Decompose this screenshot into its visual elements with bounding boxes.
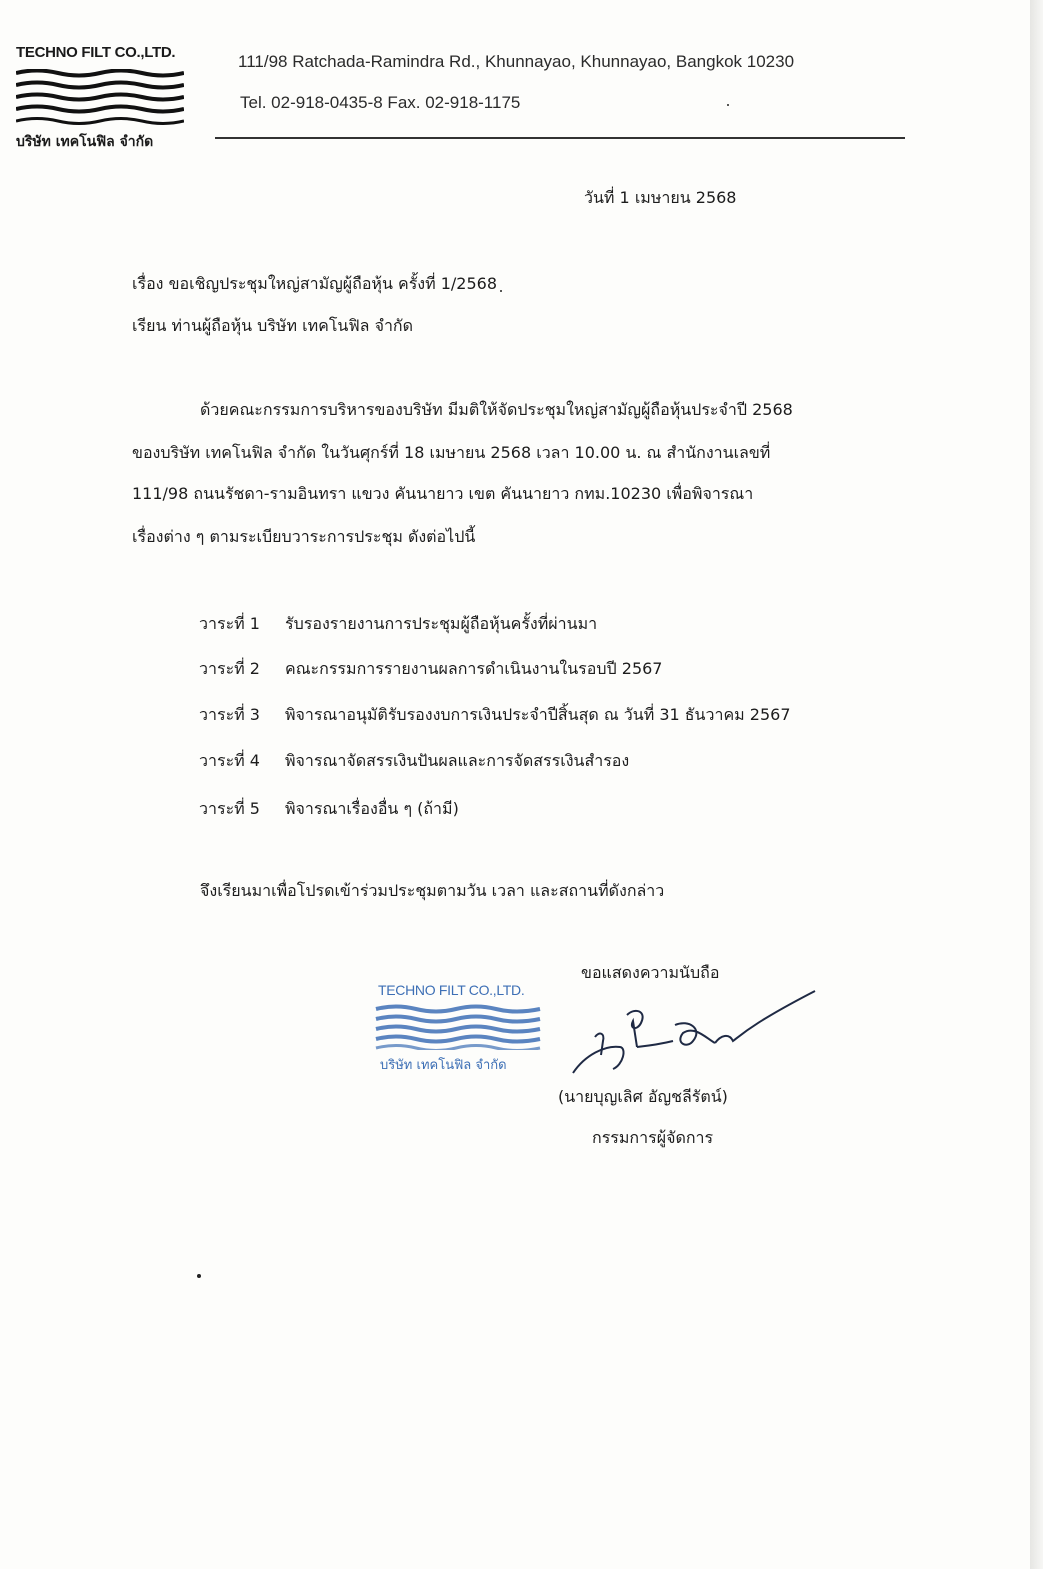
regards-line: ขอแสดงความนับถือ: [581, 963, 720, 982]
stamp-company-en: TECHNO FILT CO.,LTD.: [378, 982, 525, 998]
agenda-text: พิจารณาเรื่องอื่น ๆ (ถ้ามี): [285, 799, 459, 818]
agenda-item-3: [199, 703, 791, 728]
agenda-number: วาระที่ 2: [199, 659, 260, 678]
body-line-1: ด้วยคณะกรรมการบริหารของบริษัท มีมติให้จัดประชุมใหญ่สามัญผู้ถือหุ้นประจำปี 2568: [200, 400, 793, 419]
agenda-item-2: [199, 657, 662, 682]
page-edge: [1030, 0, 1043, 1569]
agenda-text: พิจารณาอนุมัติรับรองงบการเงินประจำปีสิ้นสุด ณ วันที่ 31 ธันวาคม 2567: [285, 705, 791, 724]
body-line-4: เรื่องต่าง ๆ ตามระเบียบวาระการประชุม ดังต่อไปนี้: [132, 527, 476, 546]
letter-subject: เรื่อง ขอเชิญประชุมใหญ่สามัญผู้ถือหุ้น ครั้งที่ 1/2568: [132, 274, 498, 293]
signer-name: (นายบุญเลิศ อัญชลีรัตน์): [558, 1087, 728, 1106]
agenda-text: พิจารณาจัดสรรเงินปันผลและการจัดสรรเงินสำรอง: [285, 751, 630, 770]
scan-speck: [500, 290, 502, 292]
body-line-2: ของบริษัท เทคโนฟิล จำกัด ในวันศุกร์ที่ 18 เมษายน 2568 เวลา 10.00 น. ณ สำนักงานเลขที่: [132, 443, 771, 462]
agenda-text: รับรองรายงานการประชุมผู้ถือหุ้นครั้งที่ผ่านมา: [285, 614, 598, 633]
header-divider: [215, 137, 905, 139]
company-logo: [16, 44, 191, 153]
waves-icon: [16, 69, 184, 125]
handwritten-signature: [565, 985, 825, 1085]
agenda-number: วาระที่ 5: [199, 799, 260, 818]
company-address: 111/98 Ratchada-Ramindra Rd., Khunnayao, Khunnayao, Bangkok 10230: [238, 52, 795, 71]
letter-date: วันที่ 1 เมษายน 2568: [584, 188, 737, 207]
body-line-3: 111/98 ถนนรัชดา-รามอินทรา แขวง คันนายาว เขต คันนายาว กทม.10230 เพื่อพิจารณา: [132, 484, 754, 503]
logo-company-en: TECHNO FILT CO.,LTD.: [16, 44, 176, 61]
stamp-waves-icon: [374, 1004, 542, 1050]
agenda-text: คณะกรรมการรายงานผลการดำเนินงานในรอบปี 2567: [285, 659, 663, 678]
company-phone-fax: Tel. 02-918-0435-8 Fax. 02-918-1175: [240, 93, 521, 112]
agenda-item-1: [199, 612, 597, 637]
stamp-company-th: บริษัท เทคโนฟิล จำกัด: [380, 1058, 507, 1073]
closing-line: จึงเรียนมาเพื่อโปรดเข้าร่วมประชุมตามวัน เวลา และสถานที่ดังกล่าว: [200, 881, 665, 900]
logo-company-th: บริษัท เทคโนฟิล จำกัด: [16, 134, 154, 150]
scan-speck: [197, 1274, 201, 1278]
agenda-item-5: [199, 797, 459, 822]
agenda-number: วาระที่ 1: [199, 614, 260, 633]
company-stamp: [374, 982, 544, 1075]
agenda-number: วาระที่ 3: [199, 705, 260, 724]
scan-speck: [727, 104, 729, 106]
letter-recipient: เรียน ท่านผู้ถือหุ้น บริษัท เทคโนฟิล จำกัด: [132, 316, 414, 335]
agenda-item-4: [199, 749, 629, 774]
agenda-number: วาระที่ 4: [199, 751, 260, 770]
signer-title: กรรมการผู้จัดการ: [592, 1128, 714, 1147]
